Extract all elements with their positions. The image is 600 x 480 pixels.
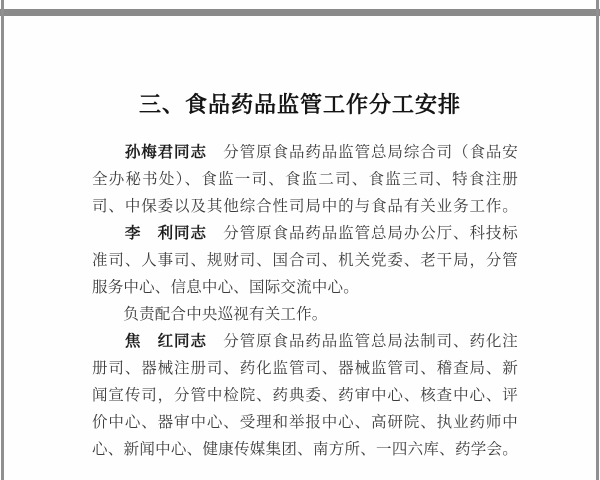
text-run: 全办秘书处）、食监一司、食监二司、食监三司、特食注册: [92, 171, 518, 188]
text-line: [92, 355, 518, 382]
text-run: 心、新闻中心、健康传媒集团、南方所、一四六库、药学会。: [92, 441, 518, 458]
document-body: [92, 139, 518, 463]
page-border-left: [1, 0, 4, 480]
text-line: [92, 247, 518, 274]
text-run: 司、中保委以及其他综合性司局中的与食品有关业务工作。: [92, 198, 518, 215]
text-run: 分管原食品药品监管总局办公厅、科技标: [206, 225, 518, 242]
paragraph: [92, 301, 518, 328]
page-separator: [0, 9, 600, 16]
text-line: [92, 139, 518, 166]
text-run: 服务中心、信息中心、国际交流中心。: [92, 279, 359, 296]
paragraph: [92, 220, 518, 301]
text-run: 册司、器械注册司、药化监管司、器械监管司、稽查局、新: [92, 360, 518, 377]
text-line: [92, 409, 518, 436]
text-run: 负责配合中央巡视有关工作。: [92, 306, 328, 323]
person-name: 焦 红同志: [124, 333, 207, 350]
text-line: [92, 274, 518, 301]
text-line: [92, 436, 518, 463]
text-line: [92, 193, 518, 220]
text-line: [92, 328, 518, 355]
text-line: [92, 301, 518, 328]
section-title: 三、食品药品监管工作分工安排: [138, 92, 461, 117]
paragraph: [92, 139, 518, 220]
text-run: 分管原食品药品监管总局综合司（食品安: [206, 144, 518, 161]
page-border-right: [596, 0, 599, 480]
text-run: 闻宣传司，分管中检院、药典委、药审中心、核查中心、评: [92, 387, 518, 404]
text-line: [92, 220, 518, 247]
text-run: 分管原食品药品监管总局法制司、药化注: [206, 333, 518, 350]
text-line: [92, 166, 518, 193]
person-name: 李 利同志: [124, 225, 207, 242]
text-run: [92, 333, 125, 350]
text-line: [92, 382, 518, 409]
text-run: 准司、人事司、规财司、国合司、机关党委、老干局，分管: [92, 252, 518, 269]
person-name: 孙梅君同志: [124, 144, 207, 161]
text-run: [92, 225, 125, 242]
text-run: [92, 144, 125, 161]
paragraph: [92, 328, 518, 463]
text-run: 价中心、器审中心、受理和举报中心、高研院、执业药师中: [92, 414, 518, 431]
